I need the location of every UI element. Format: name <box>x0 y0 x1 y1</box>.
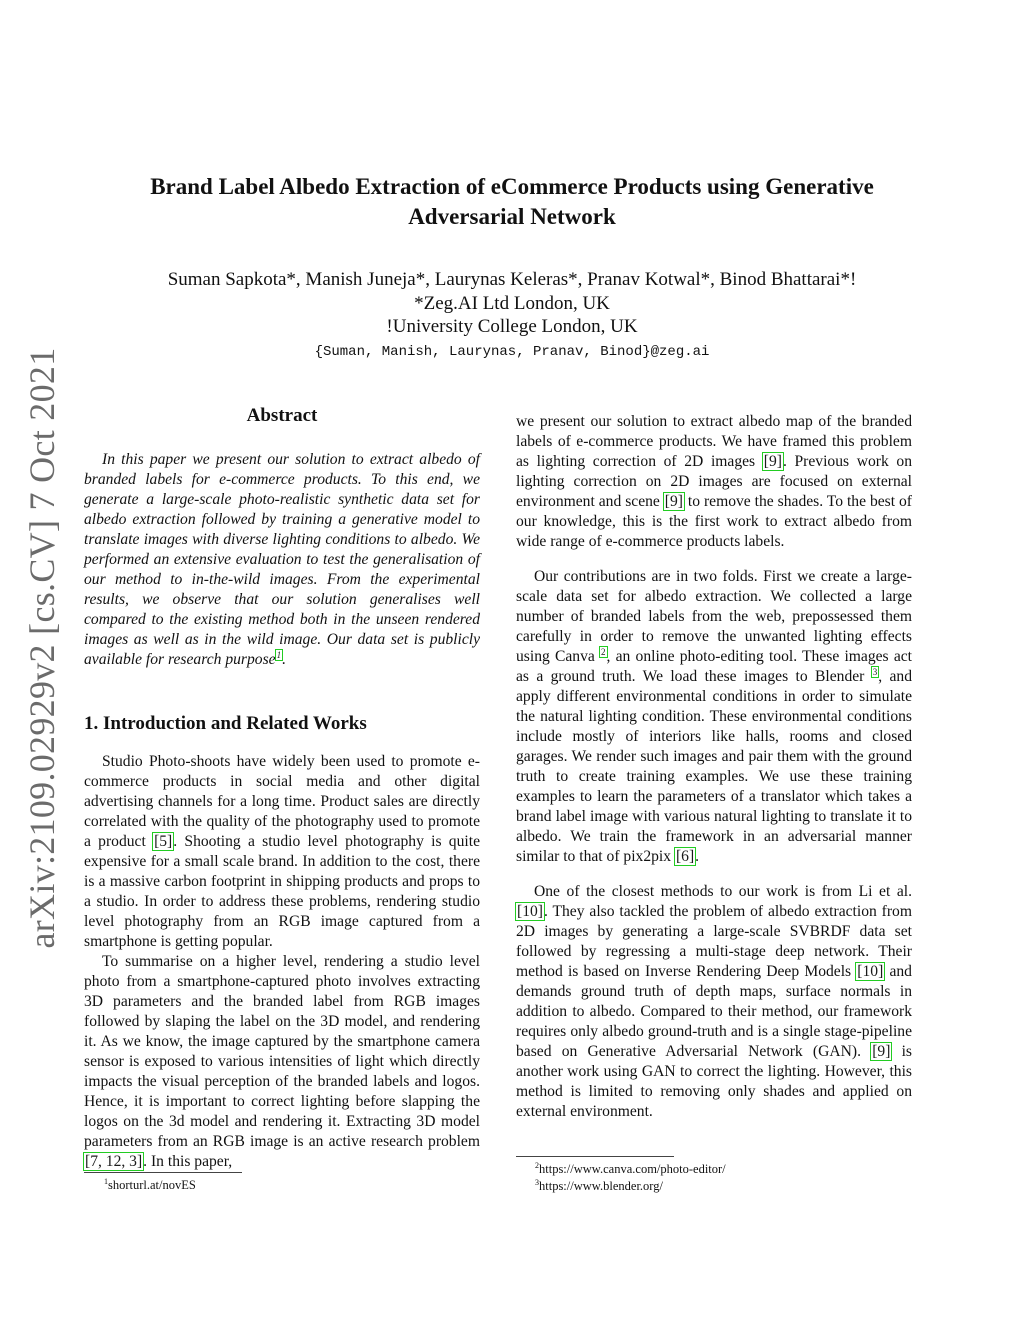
footnote-1: $^1$shorturl.at/novES <box>104 1176 196 1192</box>
footnote-rule-left <box>84 1172 242 1173</box>
citation-link[interactable]: [9] <box>664 493 683 510</box>
footnote-ref-2[interactable]: 2 <box>601 646 606 657</box>
footnote-2-link[interactable]: https://www.canva.com/photo-editor/ <box>539 1162 726 1176</box>
section-heading-introduction: 1. Introduction and Related Works <box>84 713 367 734</box>
citation-link[interactable]: [10] <box>857 963 884 980</box>
footnote-1-link[interactable]: shorturl.at/novES <box>108 1178 196 1192</box>
paper-title <box>0 172 1024 232</box>
citation-link[interactable]: [7, 12, 3] <box>85 1153 143 1170</box>
citation-link[interactable]: [9] <box>872 1043 891 1060</box>
right-column <box>516 412 912 1137</box>
author-block <box>0 268 1024 365</box>
footnote-3-link[interactable]: https://www.blender.org/ <box>539 1179 663 1193</box>
arxiv-identifier-stamp: arXiv:2109.02929v2 [cs.CV] 7 Oct 2021 <box>22 347 62 949</box>
citation-link[interactable]: [5] <box>154 833 173 850</box>
abstract-text: In this paper we present our solution to extract albedo of branded labels for e-commerce products. To this end, we generate a large-scale photo-realistic synthetic data set for albedo extraction followed by training a generative model to translate images with diverse lighting conditions to albedo. We performed an extensive evaluation to test the generalisation of our method to in-the-wild images. From the experimental results, we observe that our solution generalises well compared to the existing method both in the unseen rendered images as well as in the wild image. Our data set is publicly available for research purpose$^1$. <box>84 451 480 668</box>
intro-paragraph-2: To summarise on a higher level, rendering a studio level photo from a smartphone-captured photo involves extracting 3D parameters and the branded label from RGB images followed by slaping the label on the 3D model, and rendering it. As we know, the image captured by the smartphone camera sensor is exposed to various intensities of light which directly impacts the visual perception of the branded labels and logos. Hence, it is important to correct lighting before slapping the logos on the 3d model and rendering it. Extracting 3D model parameters from an RGB image is an active research problem [7, 12, 3]. In this paper, <box>84 953 480 1170</box>
intro-paragraph-1: Studio Photo-shoots have widely been used to promote e-commerce products in social media and other digital advertising channels for a long time. Product sales are directly correlated with the quality of the photography used to promote a product [5]. Shooting a studio level photography is quite expensive for a small scale brand. In addition to the cost, there is a massive carbon footprint in shipping products and props to a studio. In order to address these problems, rendering studio level photography from an RGB image captured from a smartphone is getting popular. <box>84 753 480 950</box>
author-list: Suman Sapkota*, Manish Juneja*, Laurynas Keleras*, Pranav Kotwal*, Binod Bhattarai*! <box>167 269 857 290</box>
affiliation-zeg: *Zeg.AI Ltd London, UK <box>414 292 610 314</box>
footnote-2: $^2$https://www.canva.com/photo-editor/ <box>535 1160 726 1176</box>
citation-link[interactable]: [6] <box>675 848 695 865</box>
citation-link[interactable]: [10] <box>517 903 543 920</box>
left-column <box>84 404 480 1172</box>
author-emails: {Suman, Manish, Laurynas, Pranav, Binod}@zeg.ai <box>314 343 710 360</box>
citation-link[interactable]: [9] <box>763 453 782 470</box>
footnote-ref-3[interactable]: 3 <box>872 666 878 677</box>
right-paragraph-1: we present our solution to extract albedo map of the branded labels of e-commerce products. We have framed this problem as lighting correction of 2D images [9]. Previous work on lighting correction on 2D images are focused on external environment and scene [9] to remove the shades. To the best of our knowledge, this is the first work to extract albedo from wide range of e-commerce products labels. <box>516 413 912 550</box>
footnote-rule-right <box>516 1156 674 1157</box>
title-line-1: Brand Label Albedo Extraction of eCommerce Products using Generative <box>150 174 874 199</box>
title-line-2: Adversarial Network <box>408 204 616 229</box>
affiliation-ucl: !University College London, UK <box>386 316 638 337</box>
abstract-heading: Abstract <box>246 405 318 426</box>
right-paragraph-3: One of the closest methods to our work is from Li et al. [10]. They also tackled the problem of albedo extraction from 2D images by generating a large-scale SVBRDF data set followed by regressing a multi-stage deep network. Their method is based on Inverse Rendering Deep Models [10] and demands ground truth of depth maps, surface normals in addition to albedo. Compared to their method, our framework requires only albedo ground-truth and is a single stage-pipeline based on Generative Adversarial Network (GAN). [9] is another work using GAN to correct the lighting. However, this method is limited to removing only shades and applied on external environment. <box>516 883 912 1120</box>
right-paragraph-2: Our contributions are in two folds. First we create a large-scale data set for albedo extraction. We collected a large number of branded labels from the web, prepossessed them carefully in order to remove the unwanted lighting effects using Canva $^2$, an online photo-editing tool. These images act as a ground truth. We load these images to Blender $^3$, and apply different environmental conditions in order to simulate the natural lighting condition. These environmental conditions include mostly of interiors like halls, rooms and closed garages. We render such images and pair them with the ground truth to create training examples. We use these training examples to learn the parameters of a translator which takes a brand label image with various natural lighting to translate it to albedo. We train the framework in an adversarial manner similar to that of pix2pix [6]. <box>516 568 912 865</box>
footnote-ref-1[interactable]: 1 <box>276 649 282 660</box>
footnote-3: $^3$https://www.blender.org/ <box>535 1177 663 1193</box>
